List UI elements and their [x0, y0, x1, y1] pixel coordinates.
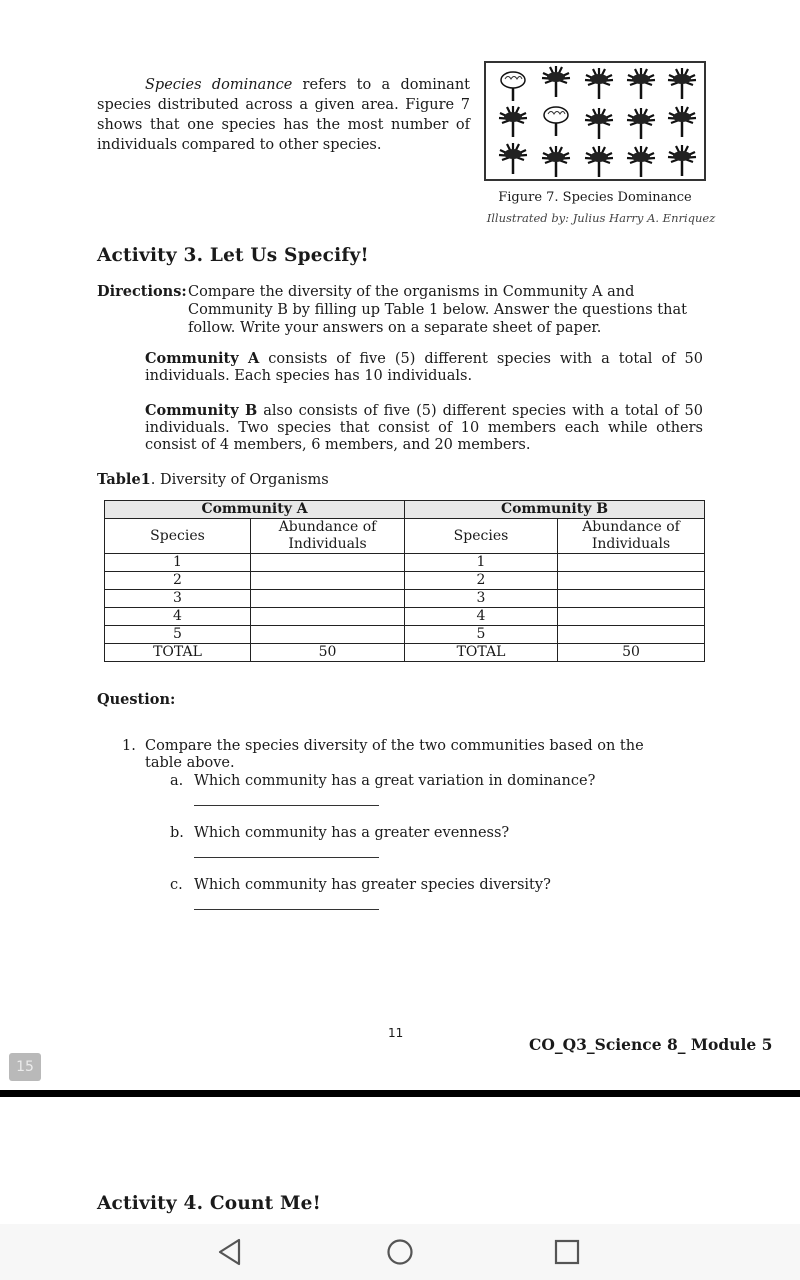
question-1-text: Compare the species diversity of the two communities based on the table above. [145, 738, 644, 771]
table-row [105, 554, 705, 572]
species-header-a: Species [105, 519, 251, 554]
question-1c-letter: c. [170, 877, 183, 893]
figure-caption: Figure 7. Species Dominance [498, 190, 692, 205]
question-1b-text: Which community has a greater evenness? [194, 825, 510, 841]
abundance-a-cell[interactable] [251, 572, 405, 590]
question-1b-letter: b. [170, 825, 184, 841]
species-a-cell: 3 [105, 590, 251, 608]
tree-row-1 [501, 66, 696, 101]
community-a-label: Community A [145, 350, 260, 367]
species-dominance-figure [484, 61, 706, 181]
tree-row-2 [499, 106, 696, 139]
back-triangle-icon [215, 1238, 245, 1266]
species-a-cell: 5 [105, 626, 251, 644]
tree-row-3 [499, 143, 696, 177]
community-b-header: Community B [405, 501, 705, 519]
community-a-text: consists of five (5) different species with a total of 50 individuals. Each species has 10 individuals. [145, 351, 703, 384]
abundance-header-b: Abundance of Individuals [558, 519, 705, 554]
community-b-text: also consists of five (5) different species with a total of 50 individuals. Two species that consist of 10 members each while others consist of 4 members, 6 members, and 20 members. [145, 403, 703, 453]
home-circle-icon [385, 1238, 415, 1266]
home-button[interactable] [385, 1238, 415, 1266]
trees-illustration [486, 63, 704, 179]
recents-square-icon [552, 1238, 582, 1266]
directions-text: Compare the diversity of the organisms in Community A and Community B by filling up Table 1 below. Answer the questions that follow. Write your answers on a separate sheet of paper. [188, 284, 687, 336]
table-caption-label: Table1 [97, 471, 151, 488]
community-b-description [145, 402, 703, 454]
abundance-header-a: Abundance of Individuals [251, 519, 405, 554]
directions [97, 283, 697, 336]
table-caption-text: . Diversity of Organisms [150, 472, 329, 488]
species-b-cell: 2 [405, 572, 558, 590]
page-number: 11 [388, 1026, 404, 1040]
question-1a-letter: a. [170, 773, 184, 789]
abundance-b-cell[interactable] [558, 626, 705, 644]
question-heading: Question: [97, 691, 176, 708]
species-b-cell: 5 [405, 626, 558, 644]
total-value-a: 50 [251, 644, 405, 662]
question-1-number: 1. [122, 738, 136, 754]
table-row [105, 608, 705, 626]
recents-button[interactable] [552, 1238, 582, 1266]
directions-label: Directions: [97, 283, 187, 300]
table-row [105, 626, 705, 644]
back-button[interactable] [215, 1238, 245, 1266]
abundance-a-cell[interactable] [251, 554, 405, 572]
abundance-a-cell[interactable] [251, 626, 405, 644]
species-b-cell: 4 [405, 608, 558, 626]
answer-line-b[interactable] [194, 857, 379, 858]
intro-paragraph [97, 75, 470, 155]
abundance-a-cell[interactable] [251, 590, 405, 608]
answer-line-a[interactable] [194, 805, 379, 806]
species-b-cell: 3 [405, 590, 558, 608]
species-a-cell: 2 [105, 572, 251, 590]
species-a-cell: 1 [105, 554, 251, 572]
abundance-b-cell[interactable] [558, 608, 705, 626]
module-label: CO_Q3_Science 8_ Module 5 [529, 1035, 773, 1054]
intro-text: refers to a dominant species distributed across a given area. Figure 7 shows that one species has the most number of individuals compared to other species. [97, 77, 470, 153]
diversity-table [104, 500, 705, 662]
question-1a-text: Which community has a great variation in dominance? [194, 773, 596, 789]
question-1c-text: Which community has greater species diversity? [194, 877, 551, 893]
total-row [105, 644, 705, 662]
table-caption [97, 471, 329, 488]
figure-credit: Illustrated by: Julius Harry A. Enriquez [486, 211, 716, 225]
community-a-description [145, 350, 703, 385]
total-value-b: 50 [558, 644, 705, 662]
page-divider [0, 1090, 800, 1097]
activity-3-title: Activity 3. Let Us Specify! [97, 245, 369, 266]
navigation-bar [0, 1224, 800, 1280]
species-b-cell: 1 [405, 554, 558, 572]
table-row [105, 590, 705, 608]
abundance-b-cell[interactable] [558, 590, 705, 608]
answer-line-c[interactable] [194, 909, 379, 910]
community-a-header: Community A [105, 501, 405, 519]
page-indicator-badge: 15 [9, 1053, 41, 1081]
total-label-a: TOTAL [105, 644, 251, 662]
total-label-b: TOTAL [405, 644, 558, 662]
community-b-label: Community B [145, 402, 258, 419]
species-header-b: Species [405, 519, 558, 554]
activity-4-title: Activity 4. Count Me! [97, 1193, 321, 1214]
abundance-b-cell[interactable] [558, 554, 705, 572]
intro-term: Species dominance [145, 77, 293, 93]
table-row [105, 572, 705, 590]
species-a-cell: 4 [105, 608, 251, 626]
abundance-b-cell[interactable] [558, 572, 705, 590]
abundance-a-cell[interactable] [251, 608, 405, 626]
